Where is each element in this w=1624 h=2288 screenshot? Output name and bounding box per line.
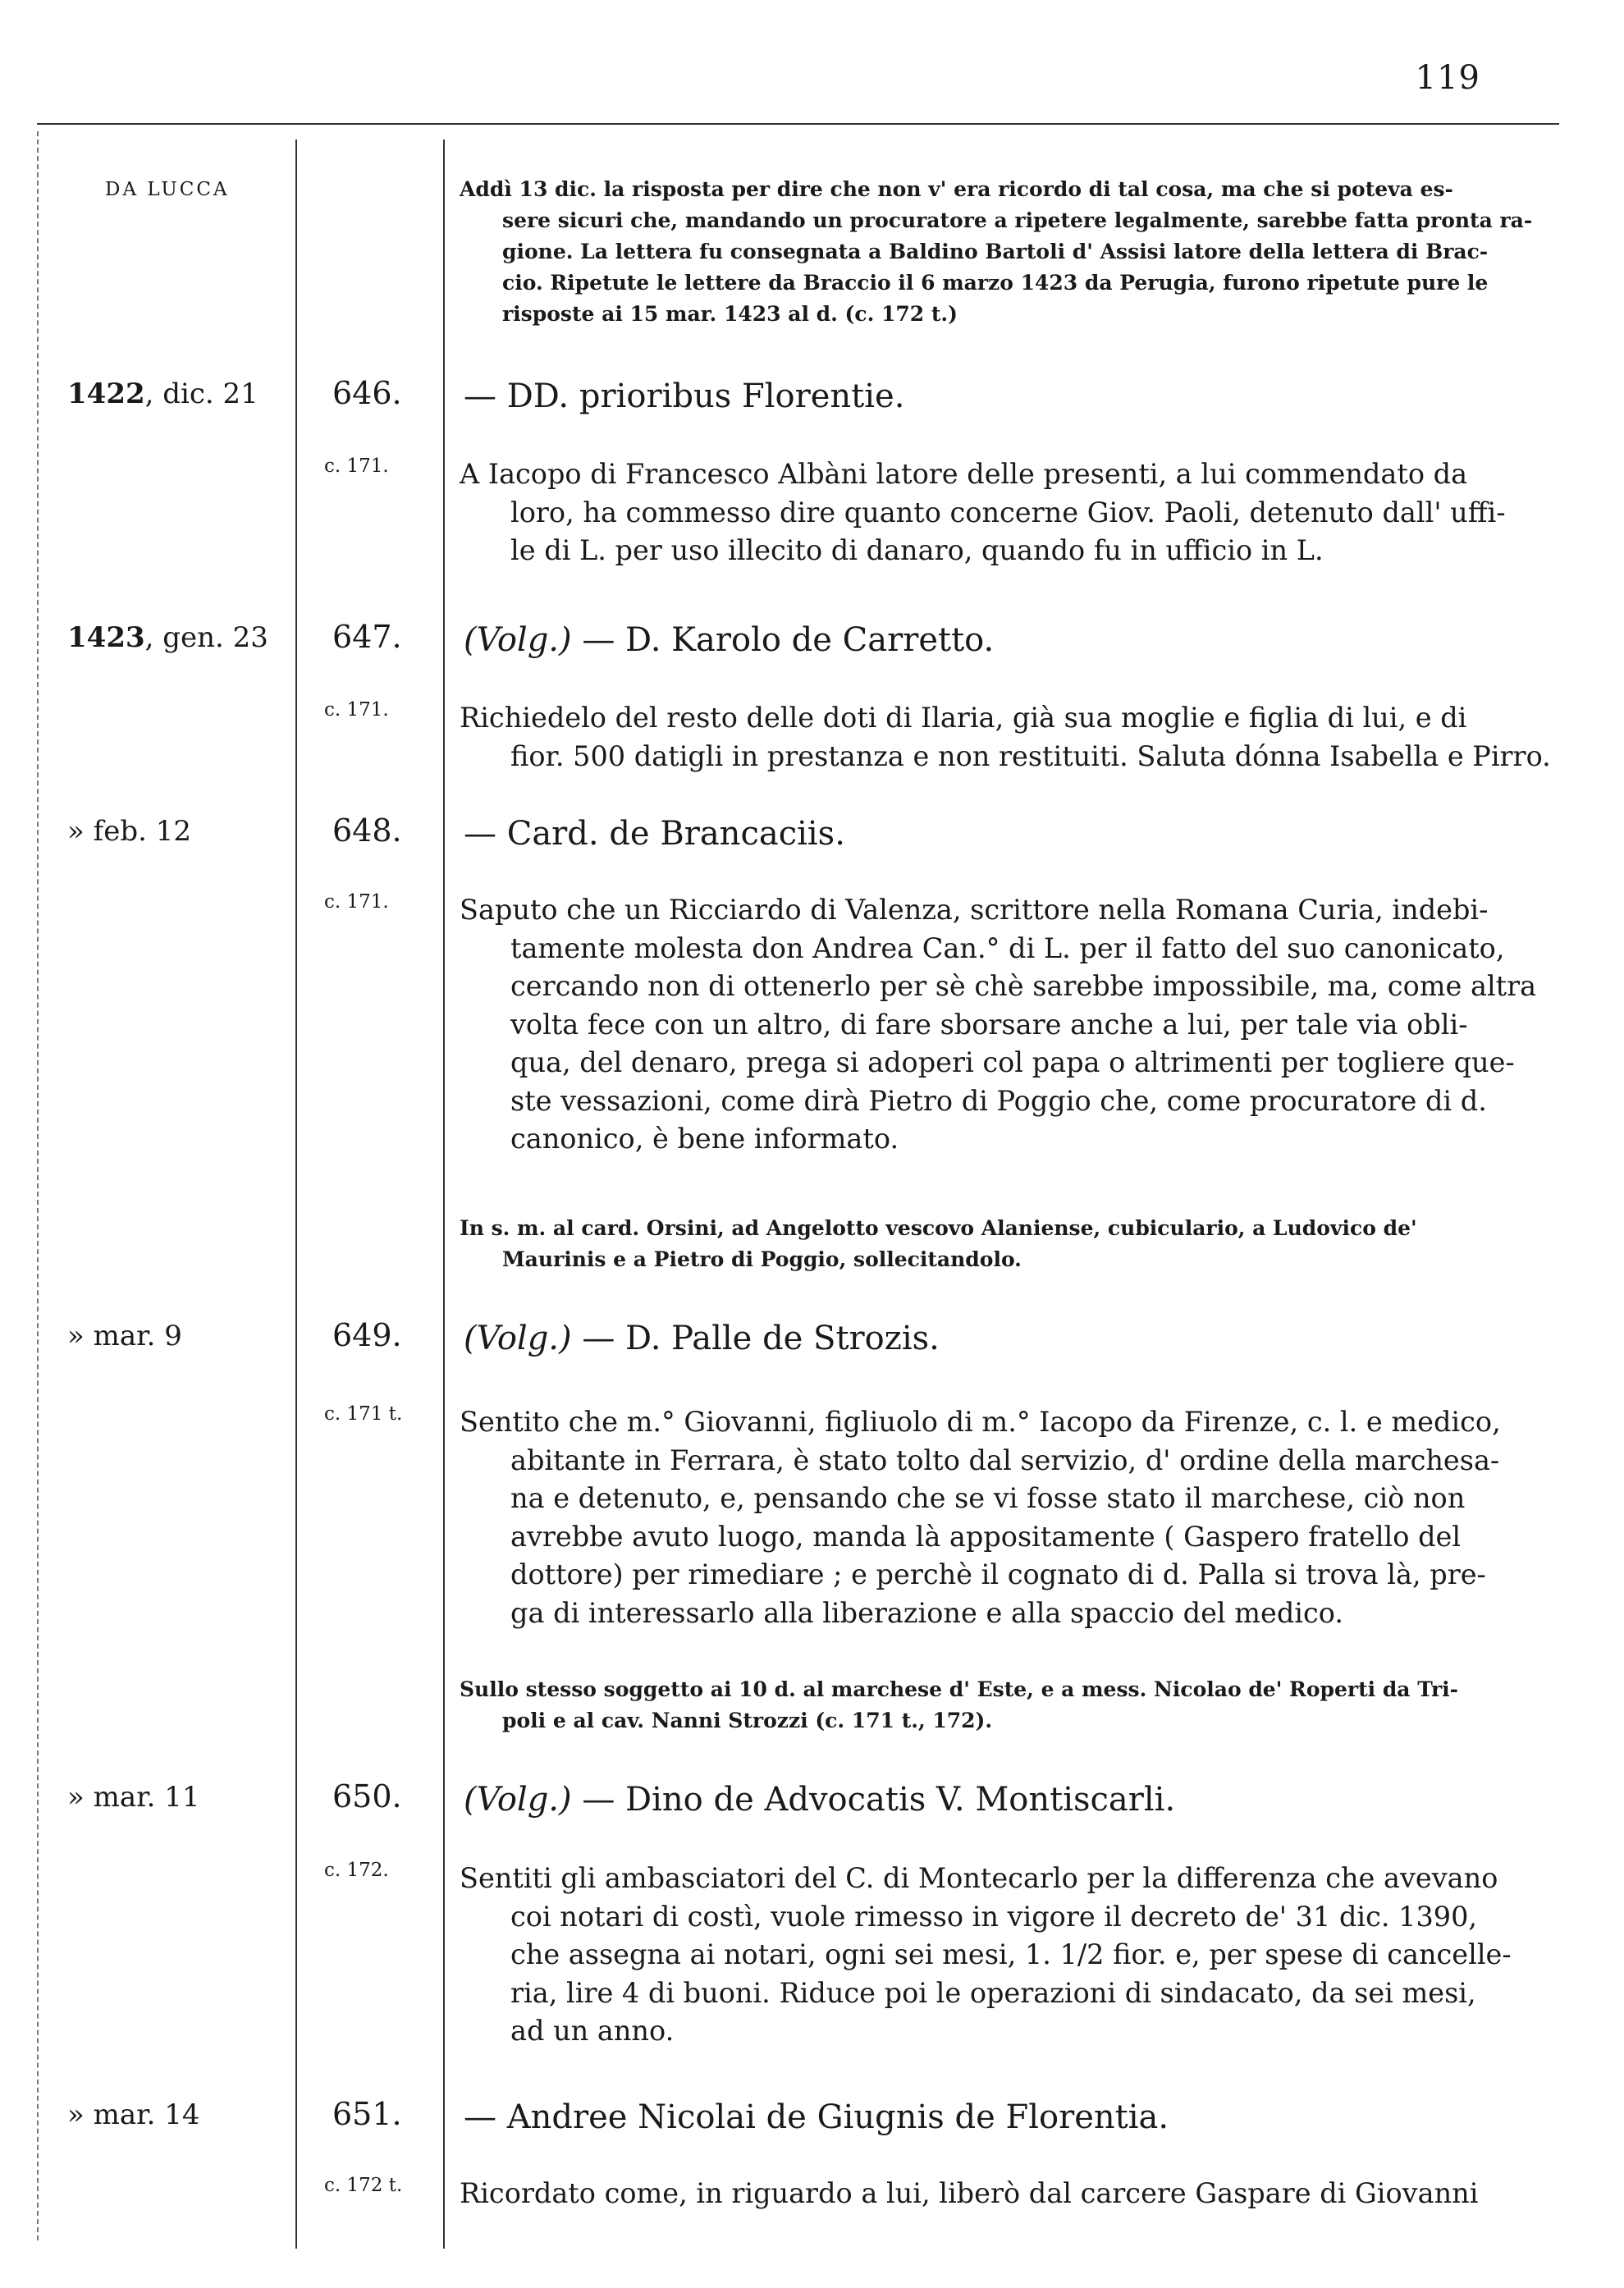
- text-line: ad un anno.: [510, 2015, 675, 2047]
- text-line: na e detenuto, e, pensando che se vi fosse stato il marchese, ciò non: [510, 1482, 1466, 1514]
- text-line: volta fece con un altro, di fare sborsare anche a lui, per tale via obli-: [510, 1008, 1468, 1041]
- note-line: cio. Ripetute le lettere da Braccio il 6 marzo 1423 da Perugia, furono ripetute pure le: [502, 271, 1489, 295]
- text-line: Richiedelo del resto delle doti di Ilaria, già sua moglie e figlia di lui, e di: [460, 702, 1467, 734]
- entry-number: 650.: [332, 1778, 402, 1814]
- entry-text: [460, 1403, 1501, 1632]
- text-line: che assegna ai notari, ogni sei mesi, 1. 1/2 fior. e, per spese di cancelle-: [510, 1938, 1512, 1970]
- text-line: qua, del denaro, prega si adoperi col papa o altrimenti per togliere que-: [510, 1046, 1515, 1078]
- entry-date: [67, 378, 258, 410]
- entry-year: »: [67, 815, 85, 848]
- entry-folio: c. 172.: [324, 1860, 389, 1881]
- entry-day: , dic. 21: [144, 378, 258, 410]
- entry-folio: c. 171.: [324, 455, 389, 477]
- volg-mark: (Volg.): [464, 1781, 572, 1819]
- addressee: — Card. de Brancaciis.: [464, 815, 845, 853]
- entry-text: [460, 699, 1551, 776]
- text-line: ga di interessarlo alla liberazione e alla spaccio del medico.: [510, 1596, 1344, 1629]
- entry-year: 1422: [67, 378, 145, 410]
- entry-day: feb. 12: [84, 815, 191, 848]
- text-line: A Iacopo di Francesco Albàni latore delle presenti, a lui commendato da: [460, 458, 1468, 490]
- page-number: 119: [1415, 59, 1480, 97]
- addressee: — Dino de Advocatis V. Montiscarli.: [571, 1781, 1176, 1819]
- entry-day: mar. 9: [84, 1320, 182, 1352]
- entry-date: [67, 1320, 182, 1352]
- entry-number: 647.: [332, 619, 402, 655]
- addressee: — D. Karolo de Carretto.: [571, 621, 995, 659]
- entry-heading: [464, 621, 994, 659]
- text-line: Sentito che m.° Giovanni, figliuolo di m.° Iacopo da Firenze, c. l. e medico,: [460, 1406, 1501, 1438]
- entry-day: mar. 11: [84, 1781, 200, 1814]
- volg-mark: (Volg.): [464, 621, 572, 659]
- column-line-number: [443, 140, 445, 2249]
- entry-text: [460, 2175, 1478, 2213]
- note-line: sere sicuri che, mandando un procuratore a ripetere legalmente, sarebbe fatta pronta ra-: [502, 208, 1533, 232]
- text-line: ria, lire 4 di buoni. Riduce poi le operazioni di sindacato, da sei mesi,: [510, 1976, 1476, 2009]
- entry-day: mar. 14: [84, 2098, 200, 2131]
- entry-heading: [464, 2098, 1169, 2136]
- note-line: risposte ai 15 mar. 1423 al d. (c. 172 t.): [502, 302, 958, 326]
- entry-number: 648.: [332, 812, 402, 849]
- entry-folio: c. 171.: [324, 891, 389, 913]
- entry-folio: c. 171 t.: [324, 1403, 403, 1425]
- note-line: Addì 13 dic. la risposta per dire che non v' era ricordo di tal cosa, ma che si poteva es-: [460, 177, 1453, 201]
- entry-number: 651.: [332, 2096, 402, 2132]
- entry-number: 649.: [332, 1317, 402, 1353]
- entry-note: [460, 1213, 1417, 1275]
- entry-heading: [464, 1320, 940, 1357]
- note-line: poli e al cav. Nanni Strozzi (c. 171 t., 172).: [502, 1709, 993, 1732]
- text-line: dottore) per rimediare ; e perchè il cognato di d. Palla si trova là, pre-: [510, 1558, 1486, 1590]
- entry-text: [460, 1860, 1512, 2051]
- note-line: Maurinis e a Pietro di Poggio, sollecitandolo.: [502, 1247, 1022, 1271]
- margin-line-left: [37, 131, 39, 2240]
- addressee: — D. Palle de Strozis.: [571, 1320, 940, 1357]
- entry-date: [67, 2098, 200, 2131]
- entry-text: [460, 891, 1536, 1159]
- addressee: — DD. prioribus Florentie.: [464, 378, 905, 415]
- entry-day: , gen. 23: [144, 621, 268, 654]
- entry-date: [67, 1781, 200, 1814]
- text-line: canonico, è bene informato.: [510, 1123, 899, 1155]
- entry-heading: [464, 815, 845, 853]
- column-line-date: [295, 140, 297, 2249]
- text-line: ste vessazioni, come dirà Pietro di Poggio che, come procuratore di d.: [510, 1084, 1487, 1117]
- entry-year: »: [67, 1320, 85, 1352]
- entry-heading: [464, 1781, 1175, 1819]
- text-line: cercando non di ottenerlo per sè chè sarebbe impossibile, ma, come altra: [510, 970, 1537, 1002]
- text-line: coi notari di costì, vuole rimesso in vigore il decreto de' 31 dic. 1390,: [510, 1900, 1478, 1933]
- entry-text: [460, 455, 1506, 570]
- entry-date: [67, 621, 268, 654]
- top-rule: [37, 123, 1559, 125]
- text-line: loro, ha commesso dire quanto concerne Giov. Paoli, detenuto dall' uffi-: [510, 496, 1506, 529]
- text-line: tamente molesta don Andrea Can.° di L. per il fatto del suo canonicato,: [510, 931, 1505, 964]
- note-line: Sullo stesso soggetto ai 10 d. al marchese d' Este, e a mess. Nicolao de' Roperti da Tri-: [460, 1677, 1459, 1701]
- entry-year: »: [67, 1781, 85, 1814]
- note-line: gione. La lettera fu consegnata a Baldino Bartoli d' Assisi latore della lettera di Brac-: [502, 240, 1489, 263]
- entry-date: [67, 815, 191, 848]
- text-line: le di L. per uso illecito di danaro, quando fu in ufficio in L.: [510, 534, 1324, 566]
- text-line: avrebbe avuto luogo, manda là appositamente ( Gaspero fratello del: [510, 1520, 1462, 1553]
- entry-heading: [464, 378, 904, 415]
- entry-folio: c. 171.: [324, 699, 389, 721]
- entry-folio: c. 172 t.: [324, 2175, 403, 2196]
- volg-mark: (Volg.): [464, 1320, 572, 1357]
- text-line: Ricordato come, in riguardo a lui, liberò dal carcere Gaspare di Giovanni: [460, 2177, 1479, 2209]
- text-line: abitante in Ferrara, è stato tolto dal servizio, d' ordine della marchesa-: [510, 1444, 1500, 1476]
- entry-year: 1423: [67, 621, 145, 654]
- intro-note: [460, 174, 1532, 330]
- entry-note: [460, 1674, 1458, 1737]
- text-line: fior. 500 datigli in prestanza e non restituiti. Saluta dónna Isabella e Pirro.: [510, 739, 1551, 772]
- entry-year: »: [67, 2098, 85, 2131]
- entry-number: 646.: [332, 375, 402, 411]
- running-header: DA LUCCA: [105, 179, 230, 200]
- note-line: In s. m. al card. Orsini, ad Angelotto vescovo Alaniense, cubiculario, a Ludovico de': [460, 1216, 1417, 1240]
- addressee: — Andree Nicolai de Giugnis de Florentia.: [464, 2098, 1169, 2136]
- text-line: Saputo che un Ricciardo di Valenza, scrittore nella Romana Curia, indebi-: [460, 894, 1489, 926]
- text-line: Sentiti gli ambasciatori del C. di Montecarlo per la differenza che avevano: [460, 1862, 1498, 1894]
